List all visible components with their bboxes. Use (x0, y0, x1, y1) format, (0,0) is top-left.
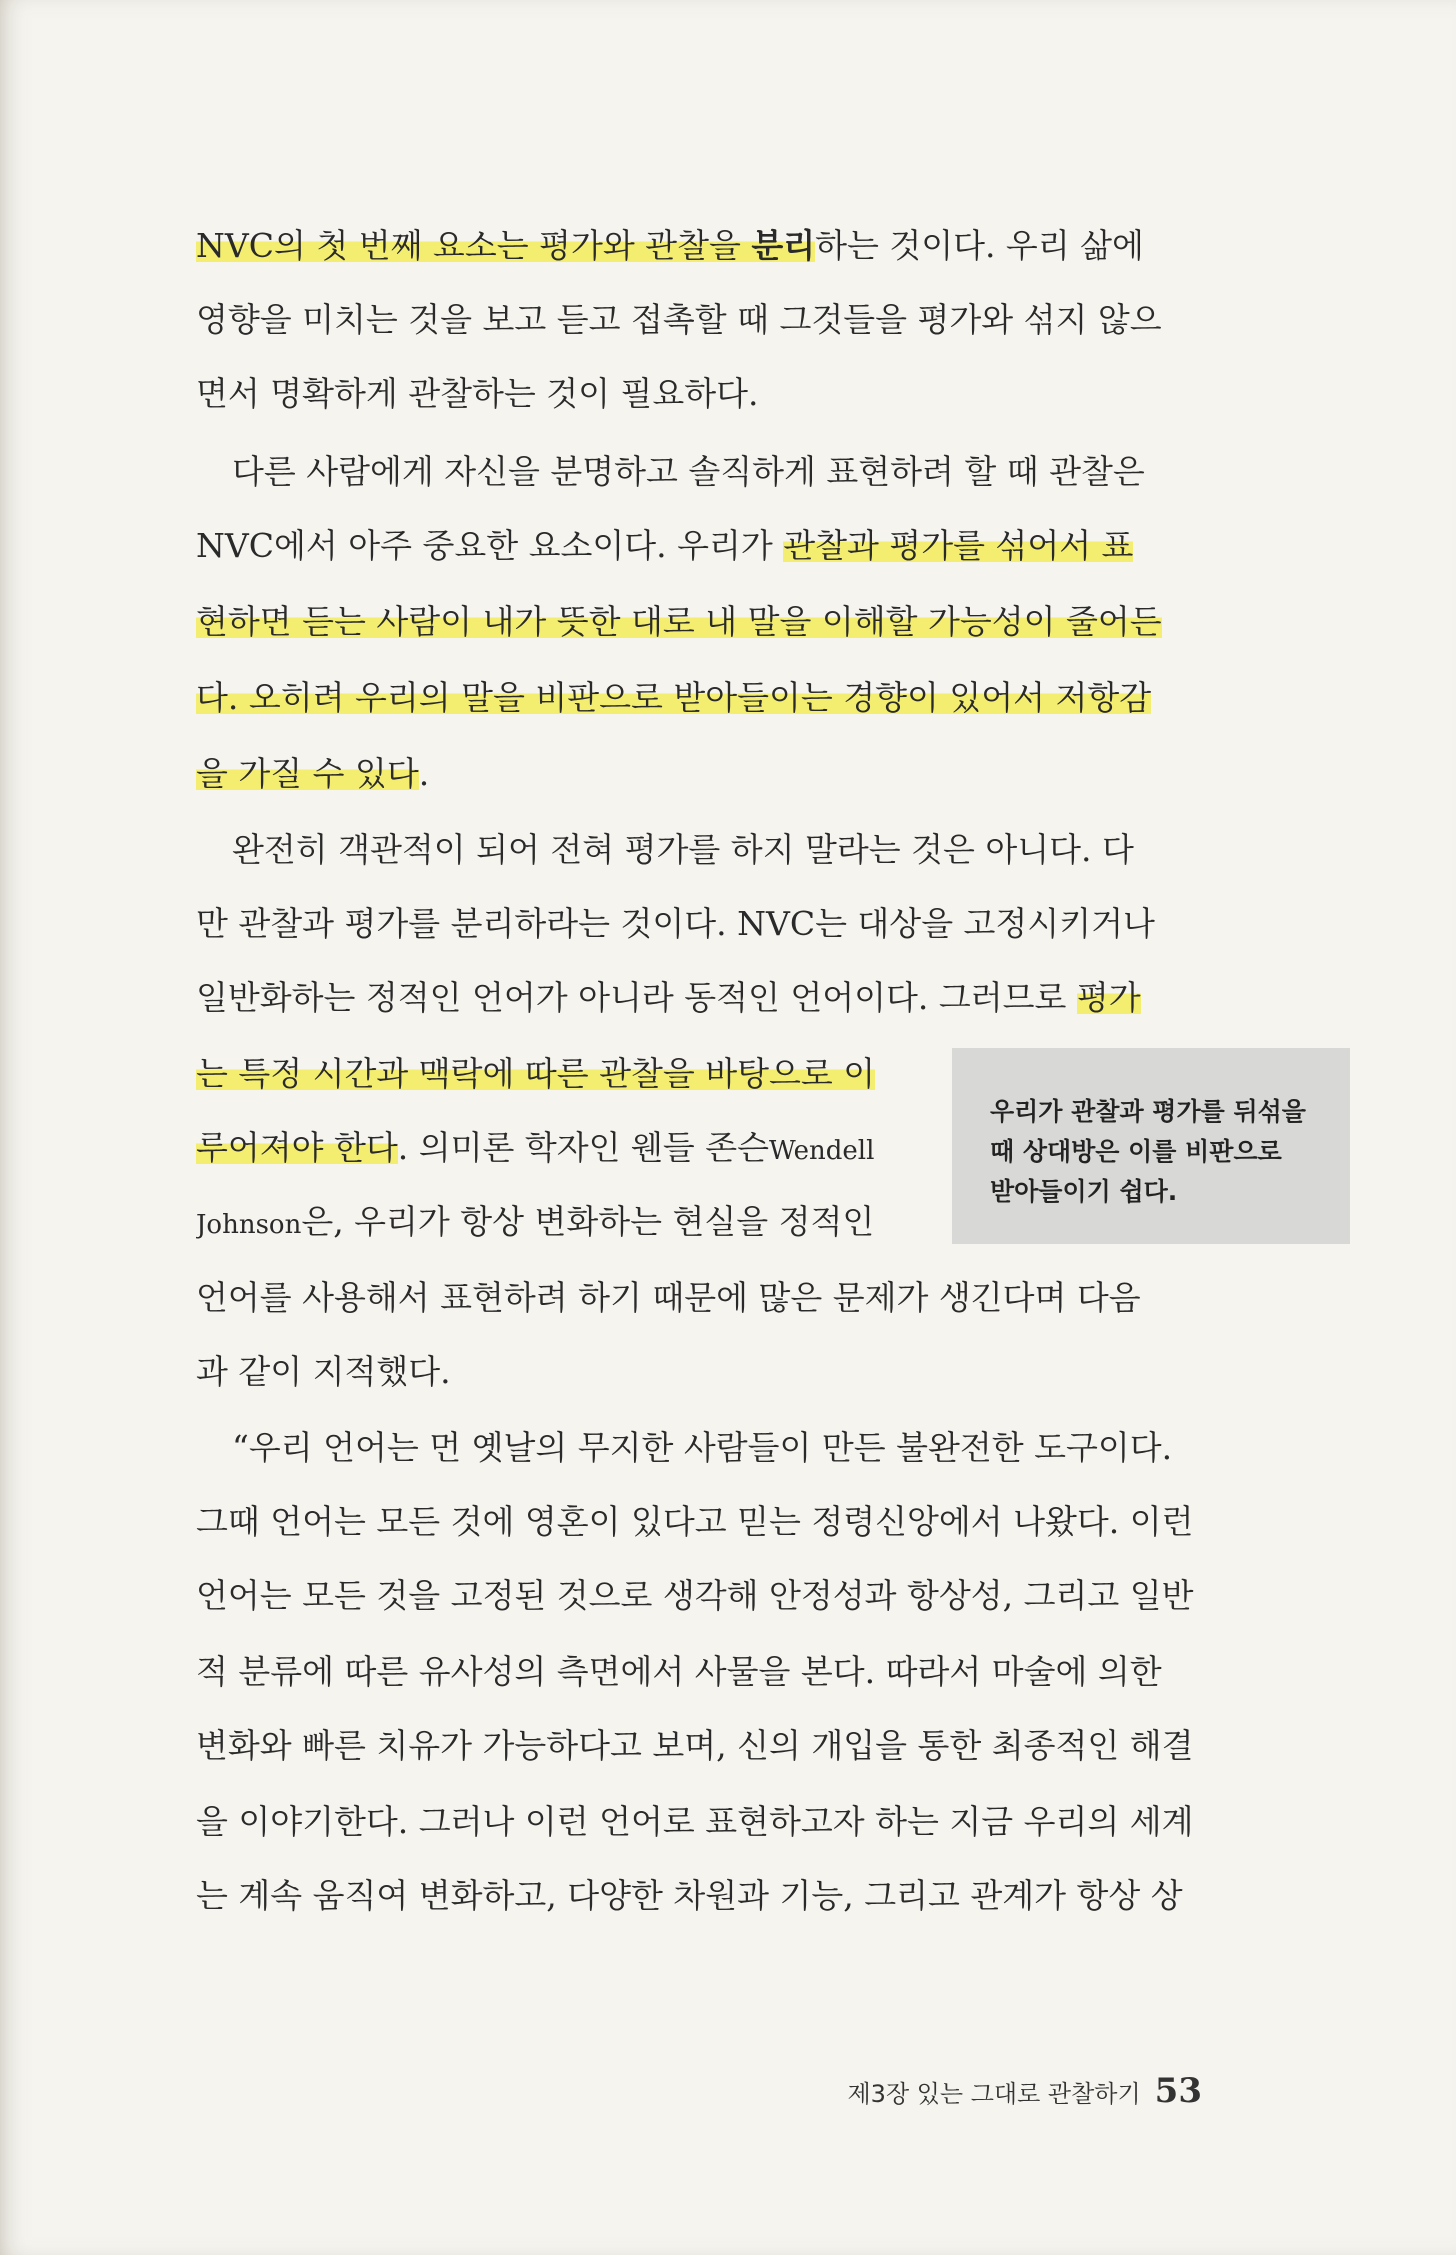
page-number: 53 (1154, 2071, 1202, 2111)
highlight-segment: 는 특정 시간과 맥락에 따른 관찰을 바탕으로 이 (196, 1054, 876, 1093)
highlight-bold-segment: 분리 (751, 226, 816, 265)
quote-line-5: 변화와 빠른 치유가 가능하다고 보며, 신의 개입을 통한 최종적인 해결 (196, 1726, 1194, 1765)
paragraph-3-line-7: 언어를 사용해서 표현하려 하기 때문에 많은 문제가 생긴다며 다음 (196, 1278, 1141, 1317)
highlight-segment: 을 가질 수 있다 (196, 754, 419, 793)
paragraph-2-line-1: 다른 사람에게 자신을 분명하고 솔직하게 표현하려 할 때 관찰은 (232, 452, 1145, 491)
paragraph-3-line-4 (196, 1038, 902, 1110)
paragraph-3-line-3: 일반화하는 정적인 언어가 아니라 동적인 언어이다. 그러므로 평가 (196, 978, 1141, 1017)
chapter-title: 제3장 있는 그대로 관찰하기 (847, 2080, 1141, 2108)
callout-line: 우리가 관찰과 평가를 뒤섞을 (990, 1097, 1306, 1126)
highlight-segment: 현하면 듣는 사람이 내가 뜻한 대로 내 말을 이해할 가능성이 줄어든 (196, 602, 1162, 641)
quote-line-2: 그때 언어는 모든 것에 영혼이 있다고 믿는 정령신앙에서 나왔다. 이런 (196, 1502, 1194, 1541)
highlight-segment: 루어져야 한다 (196, 1128, 398, 1167)
paragraph-2-line-4 (196, 662, 1200, 734)
quote-line-1: “우리 언어는 먼 옛날의 무지한 사람들이 만든 불완전한 도구이다. (232, 1428, 1173, 1467)
quote-line-3: 언어는 모든 것을 고정된 것으로 생각해 안정성과 항상성, 그리고 일반 (196, 1576, 1194, 1615)
paragraph-3-line-2: 만 관찰과 평가를 분리하라는 것이다. NVC는 대상을 고정시키거나 (196, 904, 1155, 943)
paragraph-2-line-2: NVC에서 아주 중요한 요소이다. 우리가 관찰과 평가를 섞어서 표 (196, 526, 1134, 565)
paragraph-2-line-5: 을 가질 수 있다. (196, 754, 430, 793)
paragraph-3-line-5: 루어져야 한다. 의미론 학자인 웬들 존슨Wendell (196, 1128, 875, 1167)
highlight-segment: 관찰과 평가를 섞어서 표 (783, 526, 1134, 565)
paragraph-1-line-2: 영향을 미치는 것을 보고 듣고 접촉할 때 그것들을 평가와 섞지 않으 (196, 300, 1162, 339)
highlight-segment: 평가 (1076, 978, 1141, 1017)
sidebar-callout (952, 1048, 1350, 1244)
paragraph-1-line-1: NVC의 첫 번째 요소는 평가와 관찰을 분리하는 것이다. 우리 삶에 (196, 226, 1144, 265)
callout-line: 때 상대방은 이를 비판으로 (990, 1137, 1282, 1166)
paragraph-2-line-3 (196, 586, 1200, 658)
paragraph-3-line-8: 과 같이 지적했다. (196, 1352, 451, 1391)
page-footer (847, 2066, 1202, 2116)
quote-line-6: 을 이야기한다. 그러나 이런 언어로 표현하고자 하는 지금 우리의 세계 (196, 1802, 1194, 1841)
quote-line-7: 는 계속 움직여 변화하고, 다양한 차원과 기능, 그리고 관계가 항상 상 (196, 1876, 1183, 1915)
callout-line: 받아들이기 쉽다. (990, 1177, 1178, 1206)
paragraph-1-line-3: 면서 명확하게 관찰하는 것이 필요하다. (196, 374, 759, 413)
highlight-segment: NVC의 첫 번째 요소는 평가와 관찰을 (196, 226, 752, 265)
paragraph-3-line-6: Johnson은, 우리가 항상 변화하는 현실을 정적인 (196, 1202, 875, 1241)
quote-line-4: 적 분류에 따른 유사성의 측면에서 사물을 본다. 따라서 마술에 의한 (196, 1652, 1162, 1691)
paragraph-3-line-1: 완전히 객관적이 되어 전혀 평가를 하지 말라는 것은 아니다. 다 (232, 830, 1134, 869)
highlight-segment: 다. 오히려 우리의 말을 비판으로 받아들이는 경향이 있어서 저항감 (196, 678, 1152, 717)
